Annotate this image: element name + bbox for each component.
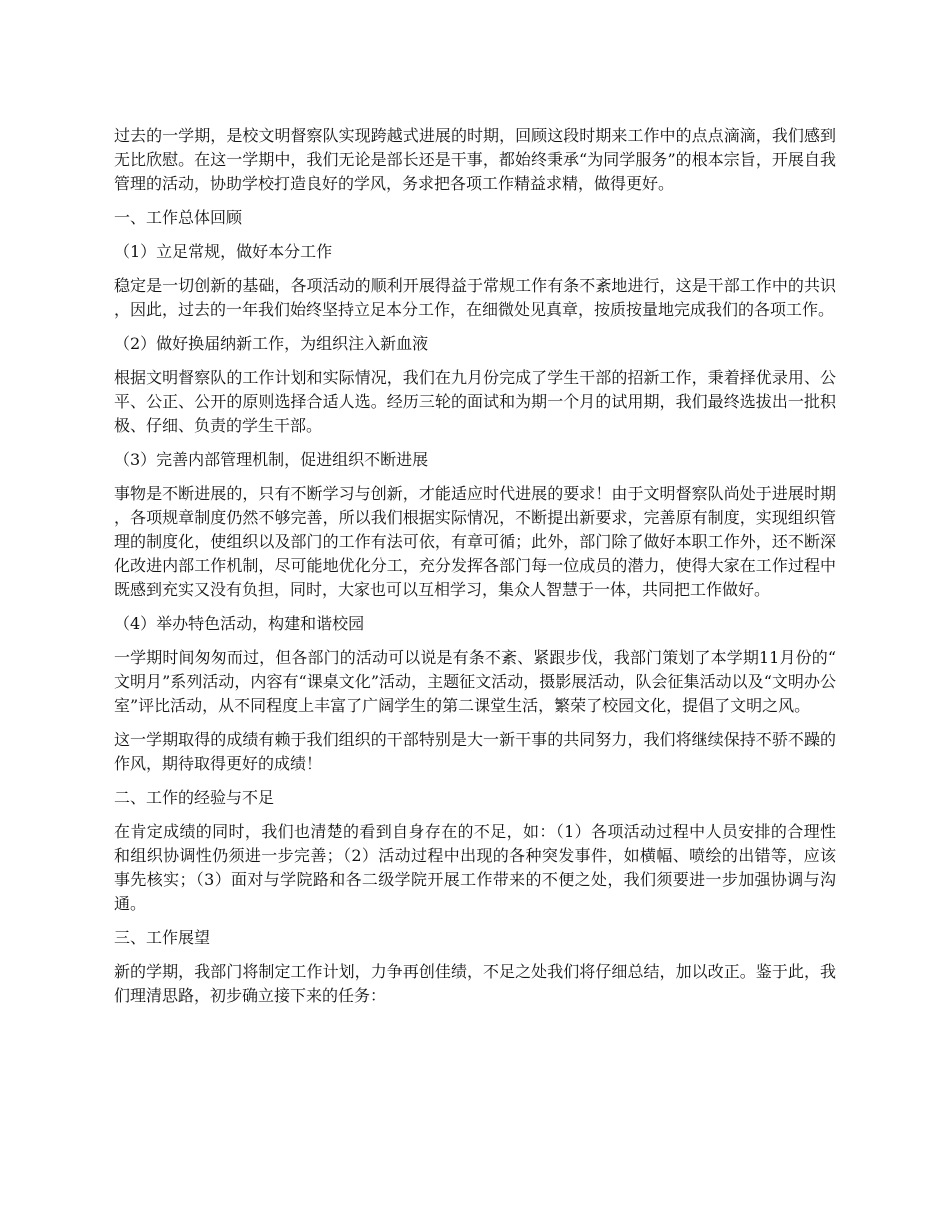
subheading-routine-work: （1）立足常规，做好本分工作 [114,242,333,261]
section-heading-outlook: 三、工作展望 [114,928,211,947]
section-heading-experience: 二、工作的经验与不足 [114,788,275,807]
subheading-management: （3）完善内部管理机制，促进组织不断进展 [114,450,429,469]
subheading-recruitment: （2）做好换届纳新工作，为组织注入新血液 [114,334,429,353]
section-heading-review: 一、工作总体回顾 [114,208,243,227]
paragraph-outlook: 新的学期，我部门将制定工作计划，力争再创佳绩，不足之处我们将仔细总结，加以改正。鉴于此，我们理清思路，初步确立接下来的任务： [114,962,836,1005]
paragraph-activities: 一学期时间匆匆而过，但各部门的活动可以说是有条不紊、紧跟步伐，我部门策划了本学期11月份的“文明月”系列活动，内容有“课桌文化”活动，主题征文活动，摄影展活动，队会征集活动以及“文明办公室”评比活动，从不同程度上丰富了广阔学生的第二课堂生活，繁荣了校园文化，提倡了文明之风。 [114,648,836,715]
paragraph-management: 事物是不断进展的，只有不断学习与创新，才能适应时代进展的要求！由于文明督察队尚处于进展时期，各项规章制度仍然不够完善，所以我们根据实际情况，不断提出新要求，完善原有制度，实现组织管理的制度化，使组织以及部门的工作有法可依，有章可循；此外，部门除了做好本职工作外，还不断深化改进内部工作机制，尽可能地优化分工，充分发挥各部门每一位成员的潜力，使得大家在工作过程中既感到充实又没有负担，同时，大家也可以互相学习，集众人智慧于一体，共同把工作做好。 [114,484,836,599]
paragraph-shortcomings: 在肯定成绩的同时，我们也清楚的看到自身存在的不足，如：（1）各项活动过程中人员安排的合理性和组织协调性仍须进一步完善；（2）活动过程中出现的各种突发事件，如横幅、喷绘的出错等，应该事先核实；（3）面对与学院路和各二级学院开展工作带来的不便之处，我们须要进一步加强协调与沟通。 [114,822,836,913]
paragraph-recruitment: 根据文明督察队的工作计划和实际情况，我们在九月份完成了学生干部的招新工作，秉着择优录用、公平、公正、公开的原则选择合适人选。经历三轮的面试和为期一个月的试用期，我们最终选拔出一批积极、仔细、负责的学生干部。 [114,368,836,435]
paragraph-routine-work: 稳定是一切创新的基础，各项活动的顺利开展得益于常规工作有条不紊地进行，这是干部工作中的共识，因此，过去的一年我们始终坚持立足本分工作，在细微处见真章，按质按量地完成我们的各项工作。 [114,276,836,319]
intro-paragraph: 过去的一学期，是校文明督察队实现跨越式进展的时期，回顾这段时期来工作中的点点滴滴，我们感到无比欣慰。在这一学期中，我们无论是部长还是干事，都始终秉承“为同学服务”的根本宗旨，开展自我管理的活动，协助学校打造良好的学风，务求把各项工作精益求精，做得更好。 [114,126,836,193]
subheading-activities: （4）举办特色活动，构建和谐校园 [114,614,365,633]
paragraph-achievements: 这一学期取得的成绩有赖于我们组织的干部特别是大一新干事的共同努力，我们将继续保持不骄不躁的作风，期待取得更好的成绩！ [114,730,836,773]
